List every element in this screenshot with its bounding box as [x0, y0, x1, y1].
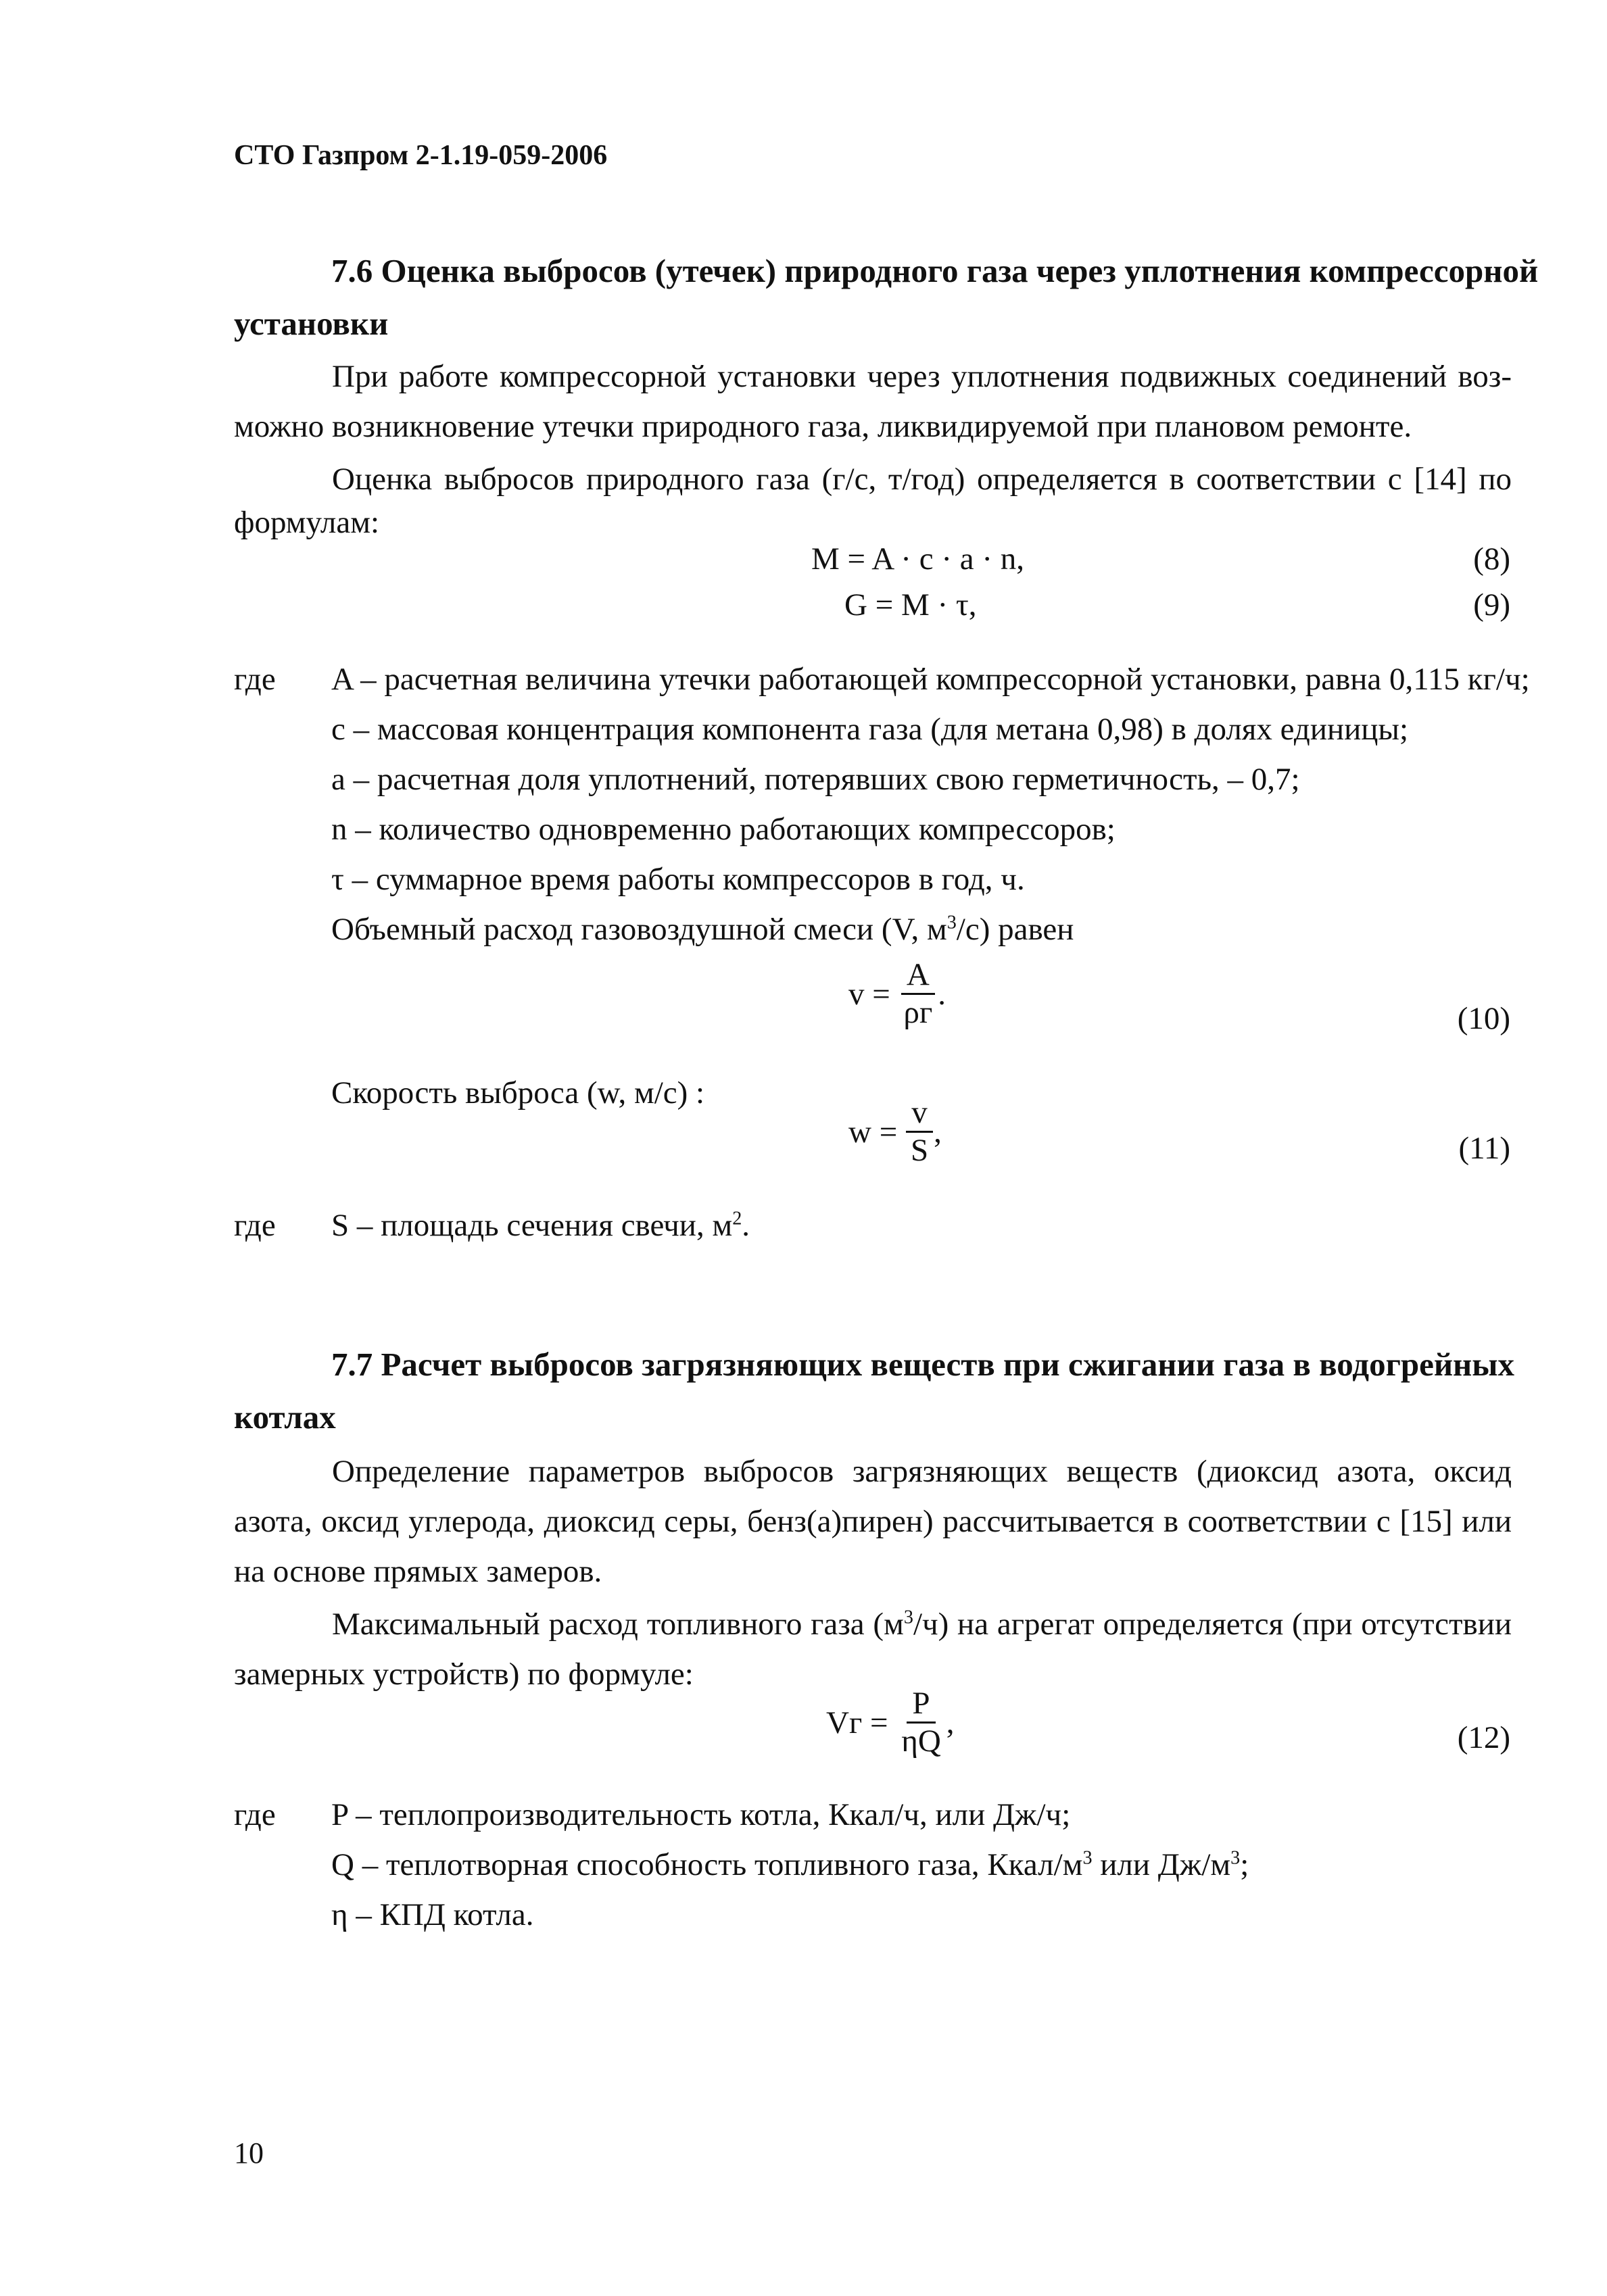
paragraph-7-7-2 [234, 1599, 1512, 1699]
text-line: на основе прямых замеров. [234, 1554, 602, 1589]
section-7-6-title-cont: установки [234, 305, 389, 342]
equation-8: M = A · c · a · n, [811, 541, 1024, 577]
text-line: азота, оксид углерода, диоксид серы, бенз(а)пирен) рассчитывается в соответствии с [15] или [234, 1504, 1512, 1539]
equation-11-number: (11) [1458, 1131, 1510, 1166]
equation-10: v = $\frac{A}{\rho г}$ . [848, 957, 946, 1031]
page-number: 10 [234, 2136, 264, 2170]
definition-a-share: a – расчетная доля уплотнений, потерявших свою герметичность, – 0,7; [331, 762, 1300, 797]
section-7-7-title-cont: котлах [234, 1398, 336, 1436]
equation-10-number: (10) [1457, 1001, 1510, 1036]
text-line: Оценка выбросов природного газа (г/с, т/год) определяется в соответствии с [14] по [332, 462, 1512, 497]
paragraph-7-6-1 [234, 351, 1512, 451]
flow-rate-text: Объемный расход газовоздушной смеси (V, $м^3/с$) равен [331, 912, 1074, 947]
definition-n: n – количество одновременно работающих компрессоров; [331, 812, 1116, 847]
equation-9-number: (9) [1473, 587, 1510, 622]
paragraph-7-6-2 [234, 454, 1512, 547]
where-label: где [234, 1797, 276, 1832]
where-label: где [234, 1208, 276, 1243]
definition-eta: η – КПД котла. [331, 1897, 534, 1932]
paragraph-7-7-1 [234, 1446, 1512, 1596]
text-line: формулам: [234, 505, 380, 540]
definition-c: c – массовая концентрация компонента газа (для метана 0,98) в долях единицы; [331, 712, 1409, 747]
equation-12-number: (12) [1457, 1720, 1510, 1755]
definition-q: Q – теплотворная способность топливного газа, Ккал/$м^3$ или $Дж/м^3$; [331, 1847, 1249, 1882]
speed-text: Скорость выброса (w, м/с) : [331, 1075, 705, 1110]
definition-a: A – расчетная величина утечки работающей компрессорной установки, равна 0,115 кг/ч; [331, 662, 1530, 697]
document-header: СТО Газпром 2-1.19-059-2006 [234, 140, 608, 171]
section-7-7-title: 7.7 Расчет выбросов загрязняющих веществ при сжигании газа в водогрейных [331, 1346, 1515, 1383]
text-line: замерных устройств) по формуле: [234, 1657, 694, 1692]
equation-12: Vг = $\frac{P}{\eta Q}$ , [826, 1686, 955, 1759]
equation-8-number: (8) [1473, 541, 1510, 577]
definition-tau: τ – суммарное время работы компрессоров в год, ч. [331, 862, 1025, 897]
text-line: При работе компрессорной установки через уплотнения подвижных соединений воз- [332, 359, 1512, 394]
definition-p: P – теплопроизводительность котла, Ккал/ч, или Дж/ч; [331, 1797, 1071, 1832]
section-7-6-title: 7.6 Оценка выбросов (утечек) природного газа через уплотнения компрессорной [331, 252, 1539, 289]
equation-9: G = M · τ, [844, 587, 977, 622]
definition-s: S – площадь сечения свечи, $м^2$. [331, 1208, 750, 1243]
text-line: Определение параметров выбросов загрязняющих веществ (диоксид азота, оксид [332, 1454, 1512, 1489]
where-label: где [234, 662, 276, 697]
text-line: Максимальный расход топливного газа $(м^3/ч)$ на агрегат определяется (при отсутствии [332, 1607, 1512, 1642]
text-line: можно возникновение утечки природного газа, ликвидируемой при плановом ремонте. [234, 409, 1412, 444]
equation-11: w = $\frac{v}{S}$ , [848, 1095, 942, 1169]
